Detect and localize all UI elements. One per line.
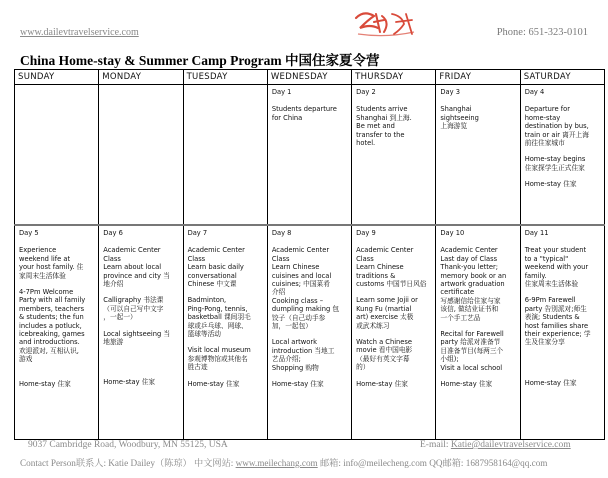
activity-line: 住家探学生正式住家 xyxy=(524,163,585,172)
activity-line: 胜古迹 xyxy=(187,363,208,372)
line-gap xyxy=(356,330,432,338)
activity-line: 介绍 xyxy=(271,288,286,297)
weekday-header-row xyxy=(15,70,605,85)
activity-line: introduction 当地工 xyxy=(271,346,335,355)
activity-line: your host family. 住 xyxy=(19,263,84,272)
line-gap xyxy=(440,322,516,330)
activity-line: 该信, 做结业证书和 xyxy=(440,305,499,314)
footer-address: 9037 Cambridge Road, Woodbury, MN 55125, USA xyxy=(28,440,228,450)
activity-line: 4-7Pm Welcome xyxy=(19,288,74,297)
day-number: Day 11 xyxy=(524,229,549,237)
activity-line: 6-9Pm Farewell xyxy=(524,296,576,305)
footer-email-line xyxy=(420,440,571,450)
calendar-day-cell xyxy=(183,225,267,440)
activity-line: 艺品介绍; xyxy=(271,355,301,364)
calendar-day-cell xyxy=(15,225,99,440)
activity-line: 目准备节目(每两三个 xyxy=(440,346,504,355)
activity-line: Home-stay 住家 xyxy=(19,379,71,388)
line-gap xyxy=(525,147,601,155)
contact-person: Contact Person联系人: Katie Dailey（陈琼） 中文网站: xyxy=(20,458,236,468)
activity-line: sightseeing xyxy=(440,113,479,122)
activity-line: certificate xyxy=(440,288,475,297)
activity-line: art) exercise 太极 xyxy=(356,313,414,322)
activity-line: Academic Center xyxy=(187,246,245,255)
activity-line: Home-stay 住家 xyxy=(524,378,577,387)
activity-line: Learn basic daily xyxy=(187,263,244,272)
activity-line: train or air 离开上海 xyxy=(524,130,589,139)
line-gap xyxy=(19,280,95,288)
calendar-cell-empty xyxy=(15,85,99,226)
activity-line: Badminton, xyxy=(187,296,227,305)
activity-line: province and city 当 xyxy=(103,271,170,280)
calendar-day-cell xyxy=(267,85,351,226)
day-number: Day 2 xyxy=(356,88,376,96)
email-link[interactable]: Katie@dailevtravelservice.com xyxy=(450,440,571,450)
calendar-week-row xyxy=(15,225,605,440)
activity-line: weekend life at xyxy=(19,254,71,263)
line-gap xyxy=(103,346,179,354)
activity-line: Watch a Chinese xyxy=(356,338,413,347)
activity-line: & students; the fun xyxy=(19,313,84,322)
activity-line: home-stay xyxy=(524,113,561,122)
activity-line: 小组); xyxy=(440,355,459,364)
activity-line: Home-stay 住家 xyxy=(356,379,408,388)
day-number: Day 5 xyxy=(19,229,39,237)
activity-line: 地旅游 xyxy=(103,338,124,347)
activity-line: Shanghai xyxy=(440,105,472,114)
activity-line: and introductions. xyxy=(19,338,80,347)
calendar-day-cell xyxy=(352,225,436,440)
line-gap xyxy=(525,355,601,363)
day-number: Day 7 xyxy=(187,229,208,237)
line-gap xyxy=(272,372,348,380)
calendar-day-cell xyxy=(99,225,183,440)
day-number: Day 3 xyxy=(440,88,460,96)
day-number: Day 10 xyxy=(440,229,465,237)
activity-line: Recital for Farewell xyxy=(440,330,504,339)
weekday-header: WEDNESDAY xyxy=(267,70,351,85)
activity-line: Local artwork xyxy=(271,338,317,347)
activity-line: Class xyxy=(103,254,121,263)
line-gap xyxy=(103,322,179,330)
activity-line: 上海游览 xyxy=(440,122,468,131)
calendar-day-cell xyxy=(520,225,604,440)
line-gap xyxy=(19,364,95,372)
activity-line: Learn Chinese xyxy=(271,263,320,272)
activity-line: cuisines; 中国菜肴 xyxy=(271,280,330,289)
activity-line: ，一起一） xyxy=(103,313,137,322)
line-gap xyxy=(103,362,179,370)
activity-line: Class xyxy=(271,254,290,263)
day-number: Day 1 xyxy=(271,88,292,96)
activity-line: Visit local museum xyxy=(187,346,251,355)
activity-line: Experience xyxy=(19,246,57,255)
activity-line: 住家周末生活体验 xyxy=(524,280,579,289)
weekday-header: THURSDAY xyxy=(352,70,436,85)
activity-line: Home-stay 住家 xyxy=(187,379,240,388)
activity-line: Cooking class – xyxy=(271,296,324,305)
activity-line: Class xyxy=(356,254,374,263)
activity-line: movie 看中国电影 xyxy=(356,346,413,355)
line-gap xyxy=(440,372,516,380)
activity-line: Be met and xyxy=(356,122,395,131)
activity-line: host families share xyxy=(524,321,589,330)
day-number: Day 9 xyxy=(356,229,376,237)
weekday-header: MONDAY xyxy=(99,70,183,85)
activity-line: Departure for xyxy=(524,105,570,114)
activity-line: members, teachers xyxy=(19,304,85,313)
activity-line: Learn Chinese xyxy=(356,263,404,272)
activity-line: artwork graduation xyxy=(440,280,505,289)
activity-line: （最好有英文字幕 xyxy=(356,354,410,363)
activity-line: 参观博物馆或其他名 xyxy=(187,354,248,363)
activity-line: 或武术练习 xyxy=(356,321,390,330)
line-gap xyxy=(272,330,348,338)
weekday-header: TUESDAY xyxy=(183,70,267,85)
calendar-day-cell xyxy=(436,85,520,226)
line-gap xyxy=(356,372,432,380)
activity-line: traditions & xyxy=(356,271,396,280)
activity-line: Shanghai 到上海. xyxy=(356,113,412,122)
calendar-day-cell xyxy=(520,85,604,226)
day-number: Day 4 xyxy=(524,88,545,96)
activity-line: Home-stay 住家 xyxy=(271,380,324,389)
activity-line: Chinese 中文课 xyxy=(187,280,237,289)
activity-line: 欢迎派对, 互相认识, xyxy=(19,346,79,355)
activity-line: their experience; 学 xyxy=(524,330,591,339)
activity-line: 写感谢信给住家与家 xyxy=(440,296,501,305)
activity-line: Visit a local school xyxy=(440,363,503,372)
contact-emails: 邮箱: info@meilecheng.com QQ邮箱: 1687958164@qq.com xyxy=(317,458,548,468)
page-title: China Home-stay & Summer Camp Program 中国住家夏令营 xyxy=(20,53,380,68)
line-gap xyxy=(19,372,95,380)
activity-line: transfer to the xyxy=(356,130,405,139)
line-gap xyxy=(188,288,264,296)
activity-line: 前往住家城市 xyxy=(524,139,565,148)
activity-line: includes a potluck, xyxy=(19,321,82,330)
activity-line: Party with all family xyxy=(19,296,86,305)
activity-line: Local sightseeing 当 xyxy=(103,329,171,338)
line-gap xyxy=(188,372,264,380)
activity-line: 表演; Students & xyxy=(524,313,580,322)
activity-line: Home-stay begins xyxy=(524,155,586,164)
weekday-header: FRIDAY xyxy=(436,70,520,85)
activity-line: Learn about local xyxy=(103,263,162,272)
activity-line: 球或乒乓球、网球、 xyxy=(187,321,248,330)
activity-line: icebreaking, games xyxy=(19,330,85,339)
line-gap xyxy=(356,288,432,296)
activity-line: Students arrive xyxy=(356,105,408,114)
activity-line: weekend with your xyxy=(524,263,589,272)
activity-line: Home-stay 住家 xyxy=(440,380,493,389)
website-link[interactable]: www.dailevtravelservice.com xyxy=(20,27,139,38)
footer-contact-line xyxy=(20,455,547,469)
calendar-cell-empty xyxy=(183,85,267,226)
activity-line: Academic Center xyxy=(440,246,498,255)
calendar-week-row xyxy=(15,85,605,226)
activity-line: dumpling making 包 xyxy=(271,305,340,314)
activity-line: party 给派对准备节 xyxy=(440,338,501,347)
weekday-header: SATURDAY xyxy=(520,70,604,85)
calendar-day-cell xyxy=(352,85,436,226)
activity-line: Learn some Jojii or xyxy=(356,296,418,305)
activity-line: customs 中国节日风俗 xyxy=(356,280,427,289)
activity-line: to a "typical" xyxy=(524,254,569,263)
line-gap xyxy=(188,338,264,346)
activity-line: 篮球等活动 xyxy=(187,330,221,339)
activity-line: 一个手工艺品 xyxy=(440,313,481,322)
activity-line: basketball 课间羽毛 xyxy=(187,313,251,322)
chinese-site-link[interactable]: www.meilechang.com xyxy=(235,458,318,468)
activity-line: 生及住家分享 xyxy=(524,338,565,347)
activity-line: Last day of Class xyxy=(440,254,498,263)
activity-line: for China xyxy=(271,113,303,122)
activity-line: destination by bus, xyxy=(524,122,589,131)
activity-line: Ping-Pong, tennis, xyxy=(187,304,248,313)
activity-line: Academic Center xyxy=(271,246,330,255)
line-gap xyxy=(525,371,601,379)
activity-line: Treat your student xyxy=(524,246,587,255)
calendar-day-cell xyxy=(267,225,351,440)
activity-line: Calligraphy 书法课 xyxy=(103,296,164,305)
activity-line: Class xyxy=(187,254,206,263)
activity-line: 加，一起包） xyxy=(271,322,312,331)
weekday-header: SUNDAY xyxy=(15,70,99,85)
activity-line: Kung Fu (martial xyxy=(356,304,412,313)
calendar-day-cell xyxy=(436,225,520,440)
email-label: E-mail: xyxy=(420,440,451,450)
activity-line: Academic Center xyxy=(103,246,161,255)
activity-line: Home-stay 住家 xyxy=(524,180,577,189)
activity-line: cuisines and local xyxy=(271,271,332,280)
activity-line: 家周末生活体验 xyxy=(19,271,66,280)
day-number: Day 6 xyxy=(103,229,123,237)
activity-line: 游戏 xyxy=(19,355,33,364)
day-number: Day 8 xyxy=(271,229,292,237)
activity-line: Home-stay 住家 xyxy=(103,378,156,387)
line-gap xyxy=(525,288,601,296)
activity-line: 地介绍 xyxy=(103,280,124,289)
activity-line: Academic Center xyxy=(356,246,414,255)
activity-line: 饺子（自己动手参 xyxy=(271,313,326,322)
program-calendar xyxy=(14,69,605,440)
line-gap xyxy=(525,347,601,355)
activity-line: Thank-you letter; xyxy=(440,263,498,272)
company-logo xyxy=(350,8,420,38)
phone-number: Phone: 651-323-0101 xyxy=(496,27,588,38)
activity-line: Students departure xyxy=(271,105,337,114)
activity-line: hotel. xyxy=(356,139,376,148)
activity-line: memory book or an xyxy=(440,271,507,280)
activity-line: Shopping 购物 xyxy=(271,363,319,372)
activity-line: family. xyxy=(524,271,547,280)
calendar-cell-empty xyxy=(99,85,183,226)
line-gap xyxy=(103,354,179,362)
activity-line: party 告别派对;师生 xyxy=(524,304,587,313)
activity-line: conversational xyxy=(187,271,237,280)
line-gap xyxy=(525,363,601,371)
activity-line: 的） xyxy=(356,363,370,372)
activity-line: （可以自己写中文字 xyxy=(103,304,164,313)
